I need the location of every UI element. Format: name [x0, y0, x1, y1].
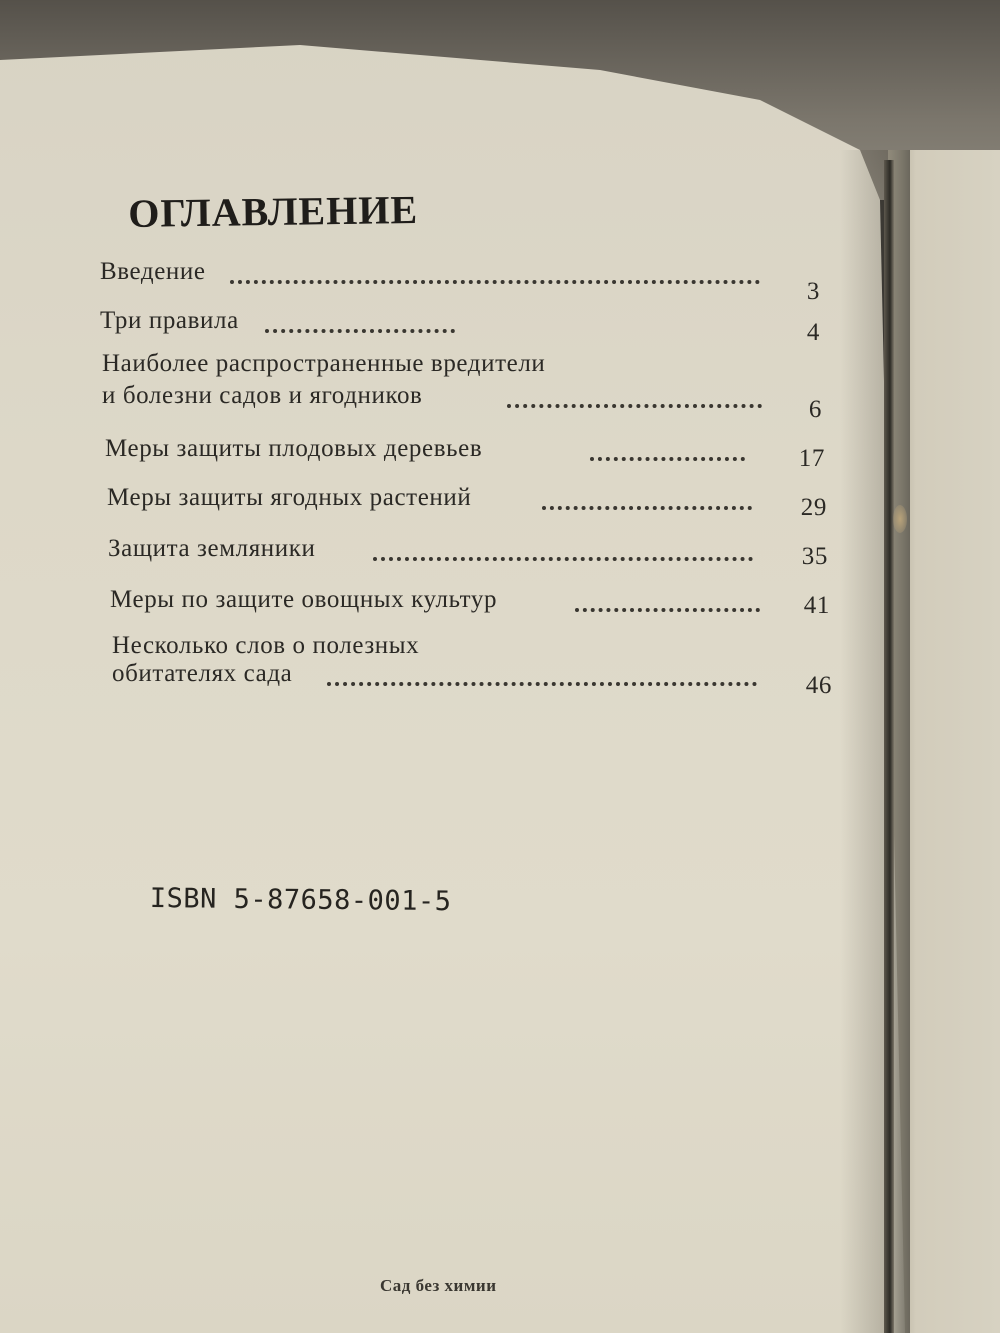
toc-entry-title: Меры защиты плодовых деревьев — [105, 435, 483, 462]
paper-stain — [893, 505, 907, 533]
toc-entry-page: 17 — [798, 445, 825, 472]
toc-entry-title-line2: обитателях сада — [112, 660, 293, 687]
toc-entry-title-line2: и болезни садов и ягодников — [102, 382, 423, 409]
book-gutter — [884, 160, 894, 1333]
toc-entry-title: Наиболее распространенные вредители — [102, 350, 546, 377]
toc-entry-page: 46 — [805, 672, 832, 699]
dot-leader — [590, 429, 745, 461]
dot-leader — [230, 252, 760, 284]
toc-entry-page: 6 — [808, 396, 822, 423]
toc-entry-title: Меры по защите овощных культур — [110, 586, 498, 613]
toc-entry-title: Введение — [100, 258, 206, 285]
page-title: ОГЛАВЛЕНИЕ — [128, 186, 419, 236]
dot-leader — [265, 301, 455, 333]
dot-leader — [507, 376, 762, 408]
toc-entry-page: 29 — [800, 494, 827, 521]
toc-entry-title: Меры защиты ягодных растений — [107, 484, 472, 511]
dot-leader — [373, 529, 753, 561]
toc-entry-page: 4 — [806, 319, 820, 346]
page-footer: Сад без химии — [380, 1276, 497, 1295]
toc-entry-page: 35 — [801, 543, 828, 570]
toc-entry-page: 3 — [806, 278, 820, 305]
dot-leader — [327, 654, 757, 686]
page-shadow — [840, 150, 910, 1333]
toc-entry-title: Несколько слов о полезных — [112, 632, 420, 659]
toc-entry-title: Три правила — [100, 307, 239, 334]
toc-entry-title: Защита земляники — [108, 535, 316, 562]
isbn-stamp: ISBN 5-87658-001-5 — [149, 883, 452, 918]
toc-entry-page: 41 — [803, 592, 830, 619]
dot-leader — [575, 580, 760, 612]
dot-leader — [542, 478, 752, 510]
